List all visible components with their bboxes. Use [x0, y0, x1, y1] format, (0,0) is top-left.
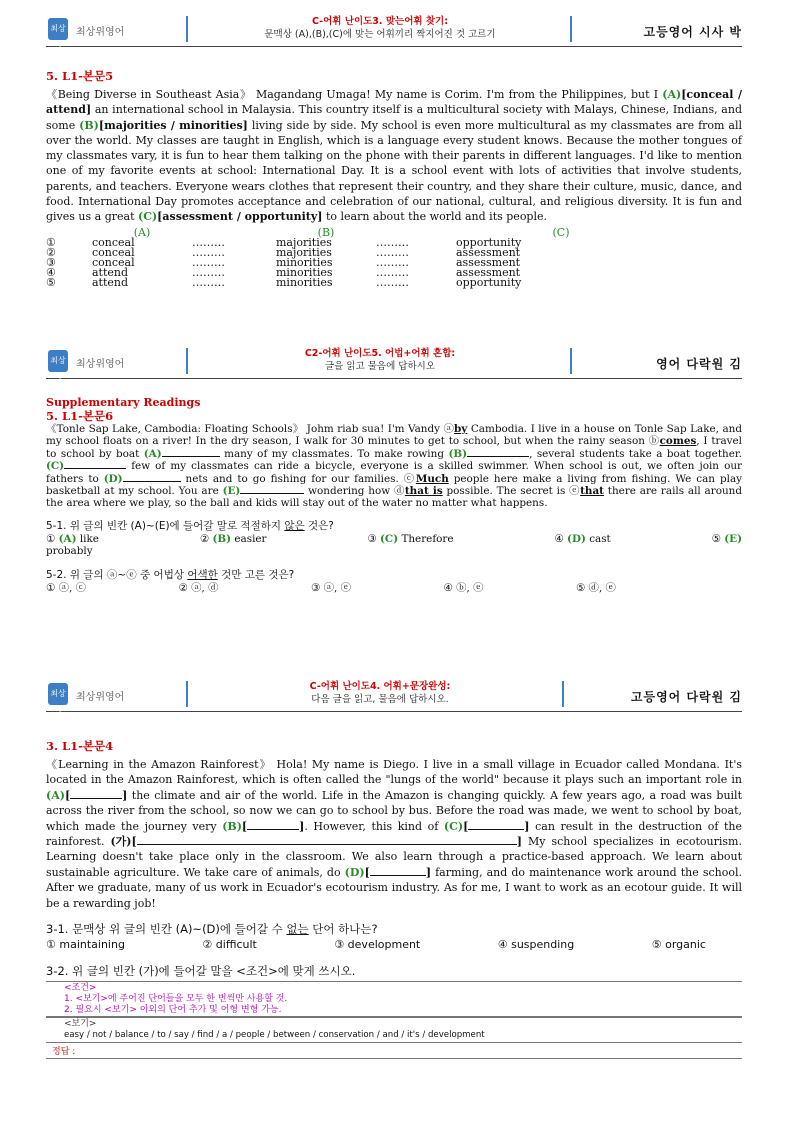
choice-1[interactable]: ① ⓐ, ⓒ [46, 581, 87, 594]
supplementary-label: Supplementary Readings [46, 396, 201, 409]
header-instruction: 문맥상 (A),(B),(C)에 맞는 어휘끼리 짝지어진 것 고르기 [264, 29, 496, 40]
dots: ……… [376, 245, 409, 259]
option-row[interactable] [46, 258, 666, 268]
option-c: assessment [456, 265, 521, 279]
option-row[interactable] [46, 238, 666, 248]
choice-3[interactable]: ③ (C) Therefore [367, 532, 454, 545]
choice-4[interactable]: ④ (D) cast [554, 532, 611, 545]
passage-text: 《Learning in the Amazon Rainforest》 Hola! My name is Diego. I live in a small village in Ecuador called Mondana. It's located in the Amazon Rainforest, which is often called the "lungs of the world" because it plays such an important role in (A)[ ] the climate and air of the world. Life in the Amazon is changing quickly. A few years ago, a road was built across the river from the school, so now we can go to school by bus. Before the road was made, we went to school by boat, which made the journey very (B)[ ]. However, this kind of (C)[ ] can result in the destruction of the rainforest. (가)[ ] My school specializes in ecotourism. Learning doesn't take place only in the classroom. We also learn through a practice-based approach. We learn about sustainable agriculture. We take care of animals, do (D)[ ] farming, and do maintenance work around the school. After we graduate, many of us work in Ecuador's ecotourism industry. As for me, I want to work as an ecotour guide. It will be a rewarding job! [46, 758, 743, 910]
option-b: minorities [276, 275, 333, 289]
divider [570, 16, 572, 42]
option-b: minorities [276, 265, 333, 279]
choice-5[interactable]: ⑤ organic [651, 938, 706, 952]
dots: ……… [376, 235, 409, 249]
option-number: ③ [46, 255, 56, 269]
divider [186, 348, 188, 374]
option-number: ① [46, 235, 56, 249]
choice-2[interactable]: ② ⓐ, ⓓ [178, 581, 219, 594]
section-passage-1 [46, 68, 742, 288]
option-row[interactable] [46, 248, 666, 258]
divider [562, 681, 564, 707]
condition-2: 2. 필요시 <보기> 이외의 단어 추가 및 어형 변형 가능. [64, 1005, 282, 1016]
bogi-box [46, 1017, 742, 1043]
divider [186, 681, 188, 707]
condition-box [46, 981, 742, 1017]
section-passage-3 [46, 738, 742, 1059]
choice-4[interactable]: ④ ⓑ, ⓔ [443, 581, 484, 594]
choice-1[interactable]: ① maintaining [46, 938, 125, 952]
header-1 [46, 16, 742, 55]
bogi-words: easy / not / balance / to / say / find / a / people / between / conservation / and / it's / development [64, 1030, 485, 1041]
dots: ……… [192, 265, 225, 279]
section-passage-2 [46, 396, 742, 594]
brand-name: 최상위영어 [76, 359, 125, 370]
option-c: opportunity [456, 235, 522, 249]
option-b: minorities [276, 255, 333, 269]
option-b: majorities [276, 235, 332, 249]
choice-3[interactable]: ③ ⓐ, ⓔ [310, 581, 351, 594]
header-category: C2-어휘 난이도5. 어법+어휘 혼합: [304, 348, 456, 359]
option-a: attend [92, 275, 129, 289]
question-3-2: 3-2. 위 글의 빈칸 (가)에 들어갈 말을 <조건>에 맞게 쓰시오. [46, 964, 356, 979]
question-5-1-options [46, 533, 742, 557]
option-a: conceal [92, 255, 135, 269]
dots: ……… [192, 275, 225, 289]
option-c: assessment [456, 245, 521, 259]
dots: ……… [192, 245, 225, 259]
logo-icon: 최상위 [48, 683, 68, 705]
dots: ……… [192, 235, 225, 249]
header-center [194, 16, 566, 41]
logo-icon: 최상위 [48, 18, 68, 40]
header-3 [46, 681, 742, 720]
header-instruction: 글을 읽고 물음에 답하시오 [324, 361, 435, 372]
header-right-label: 영어 다락원 김 [656, 357, 742, 371]
option-row[interactable] [46, 268, 666, 278]
choice-3[interactable]: ③ development [334, 938, 421, 952]
passage-title: 5. L1-본문5 [46, 69, 114, 83]
question-5-2-options [46, 582, 616, 594]
header-2 [46, 348, 742, 387]
logo-icon: 최상위 [48, 350, 68, 372]
option-b: majorities [276, 245, 332, 259]
dots: ……… [376, 265, 409, 279]
answer-options-table [46, 225, 666, 289]
col-b-header: (B) [317, 225, 335, 239]
option-a: conceal [92, 245, 135, 259]
option-a: attend [92, 265, 129, 279]
condition-1: 1. <보기>에 주어진 단어들을 모두 한 번씩만 사용할 것. [64, 994, 288, 1005]
choice-5[interactable]: ⑤ ⓓ, ⓔ [575, 581, 616, 594]
header-right-label: 고등영어 시사 박 [643, 25, 742, 39]
divider [570, 348, 572, 374]
options-header-row [46, 228, 666, 238]
option-c: assessment [456, 255, 521, 269]
header-right-label: 고등영어 다락원 김 [630, 690, 742, 704]
passage-title: 5. L1-본문6 [46, 409, 114, 423]
brand-name: 최상위영어 [76, 692, 125, 703]
question-5-2: 5-2. 위 글의 ⓐ~ⓔ 중 어법상 어색한 것만 고른 것은? [46, 568, 295, 581]
passage-title: 3. L1-본문4 [46, 739, 114, 753]
dots: ……… [376, 255, 409, 269]
question-5-1: 5-1. 위 글의 빈칸 (A)~(E)에 들어갈 말로 적절하지 않은 것은? [46, 519, 334, 532]
col-a-header: (A) [133, 225, 151, 239]
choice-2[interactable]: ② (B) easier [199, 532, 267, 545]
choice-2[interactable]: ② difficult [202, 938, 257, 952]
header-center [194, 681, 566, 706]
option-number: ② [46, 245, 56, 259]
col-c-header: (C) [552, 225, 570, 239]
choice-4[interactable]: ④ suspending [497, 938, 575, 952]
header-category: C-어휘 난이도3. 맞는어휘 찾기: [311, 16, 449, 27]
dots: ……… [376, 275, 409, 289]
condition-title: <조건> [64, 983, 97, 994]
header-category: C-어휘 난이도4. 어휘+문장완성: [309, 681, 451, 692]
header-instruction: 다음 글을 읽고, 물음에 답하시오. [311, 694, 449, 705]
bogi-title: <보기> [64, 1019, 97, 1030]
question-3-1: 3-1. 문맥상 위 글의 빈칸 (A)~(D)에 들어갈 수 없는 단어 하나는? [46, 922, 378, 937]
brand-name: 최상위영어 [76, 27, 125, 38]
answer-label: 정답 : [52, 1047, 76, 1058]
dots: ……… [192, 255, 225, 269]
answer-field[interactable] [46, 1043, 742, 1059]
question-3-1-options [46, 937, 706, 952]
option-a: conceal [92, 235, 135, 249]
header-center [194, 348, 566, 373]
option-row[interactable] [46, 278, 666, 288]
passage-text: 《Being Diverse in Southeast Asia》 Magandang Umaga! My name is Corim. I'm from the Philippines, but I (A)[conceal / attend] an international school in Malaysia. This country itself is a multicultural society with Malays, Chinese, Indians, and some (B)[majorities / minorities] living side by side. My school is even more multicultural as my classmates are from all over the world. My classes are taught in English, which is a language every student knows. Because the mother tongues of my classmates vary, it is fun to hear them talking on the phone with their parents in different languages. I'd like to mention one of my favorite events at school: International Day. It is a school event with lots of activities that involve students, parents, and teachers. Everyone wears clothes that represent their country, and they share their culture, music, dance, and food. International Day promotes acceptance and celebration of our national, cultural, and religious diversity. It is fun and gives us a great (C)[assessment / opportunity] to learn about the world and its people. [46, 88, 742, 224]
passage-text: 《Tonle Sap Lake, Cambodia: Floating Schools》 Johm riab sua! I'm Vandy ⓐby Cambodia. I live in a house on Tonle Sap Lake, and my school floats on a river! In the dry season, I walk for 30 minutes to get to school, but when the rainy season ⓑcomes, I travel to school by boat (A) many of my classmates. To make rowing (B) , several students take a boat together. (C) few of my classmates can ride a bicycle, everyone is a skilled swimmer. When school is out, we often join our fathers to (D) nets and to go fishing for our families. ⓒMuch people here make a living from fishing. We can play basketball at my school. You are (E) wondering how ⓓthat is possible. The secret is ⓔthat there are rails all around the area where we play, so the ball and kids will stay out of the water no matter what happens. [46, 423, 743, 510]
divider [186, 16, 188, 42]
option-number: ⑤ [46, 275, 56, 289]
option-c: opportunity [456, 275, 522, 289]
option-number: ④ [46, 265, 56, 279]
choice-5[interactable]: ⑤ (E) [711, 532, 742, 545]
choice-5-word: probably [46, 544, 93, 557]
choice-1[interactable]: ① (A) like [46, 532, 99, 545]
